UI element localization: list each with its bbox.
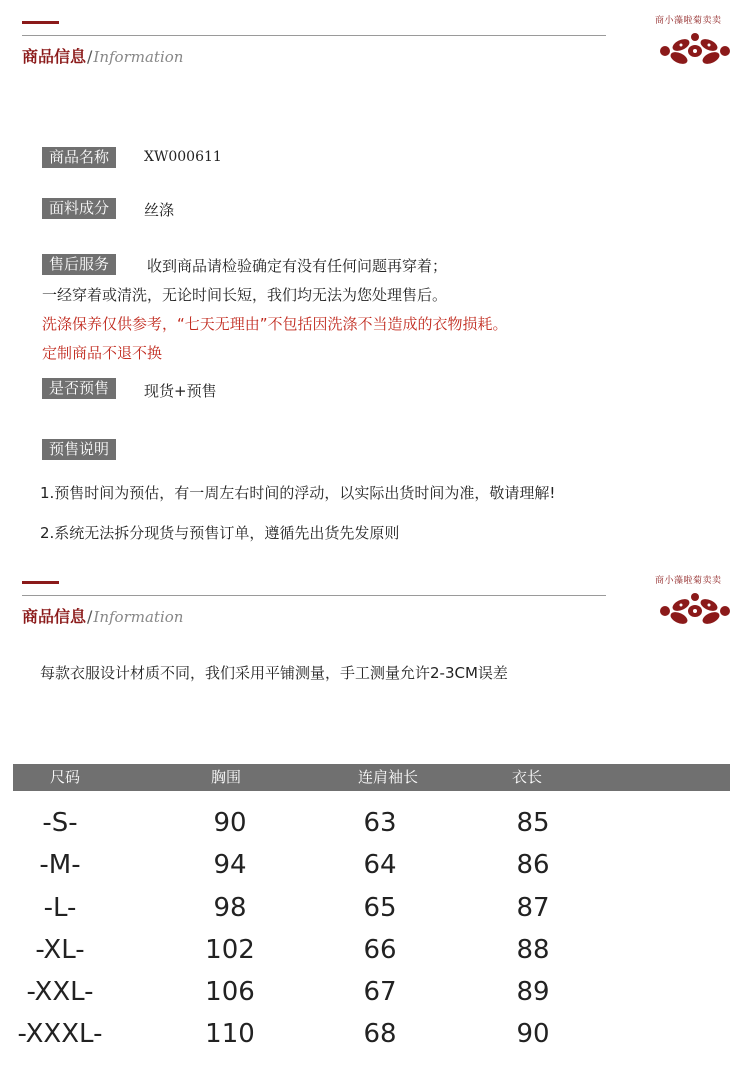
table-cell-chest: 110 xyxy=(205,1019,255,1049)
column-header-length: 衣长 xyxy=(512,768,543,786)
section-divider xyxy=(22,595,606,596)
after-sale-line-2: 一经穿着或清洗，无论时间长短，我们均无法为您处理售后。 xyxy=(42,286,448,304)
table-cell-length: 85 xyxy=(516,808,550,838)
measurement-note: 每款衣服设计材质不同，我们采用平铺测量，手工测量允许2-3CM误差 xyxy=(40,664,508,682)
section-title-slash: / xyxy=(87,607,93,626)
section-title xyxy=(22,44,183,67)
table-cell-length: 90 xyxy=(516,1019,550,1049)
field-value-product-name: XW000611 xyxy=(144,149,222,165)
section-title-cn: 商品信息 xyxy=(22,607,87,626)
table-cell-chest: 102 xyxy=(205,935,255,965)
brand-logo-text: 商小藻啦菊卖卖 xyxy=(655,16,722,26)
table-cell-size: -M- xyxy=(39,850,81,880)
brand-logo xyxy=(655,13,735,73)
table-cell-length: 86 xyxy=(516,850,550,880)
presale-note-1: 1.预售时间为预估，有一周左右时间的浮动，以实际出货时间为准，敬请理解! xyxy=(40,484,556,502)
presale-note-label: 预售说明 xyxy=(42,439,116,460)
table-row xyxy=(0,977,750,1019)
table-cell-chest: 90 xyxy=(213,808,247,838)
after-sale-warning: 洗涤保养仅供参考，“七天无理由”不包括因洗涤不当造成的衣物损耗。 xyxy=(42,315,508,333)
presale-note-2: 2.系统无法拆分现货与预售订单，遵循先出货先发原则 xyxy=(40,524,400,542)
table-cell-length: 88 xyxy=(516,935,550,965)
table-cell-size: -S- xyxy=(42,808,78,838)
table-cell-sleeve: 64 xyxy=(363,850,397,880)
column-header-sleeve-length: 连肩袖长 xyxy=(358,768,419,786)
column-header-size: 尺码 xyxy=(50,768,81,786)
table-cell-chest: 106 xyxy=(205,977,255,1007)
custom-no-return-note: 定制商品不退不换 xyxy=(42,344,163,362)
table-row xyxy=(0,935,750,977)
table-cell-length: 87 xyxy=(516,893,550,923)
brand-logo xyxy=(655,573,735,633)
table-cell-sleeve: 63 xyxy=(363,808,397,838)
table-cell-sleeve: 65 xyxy=(363,893,397,923)
field-label-product-name: 商品名称 xyxy=(42,147,116,168)
size-table-header xyxy=(13,764,730,791)
section-divider xyxy=(22,35,606,36)
brand-logo-text: 商小藻啦菊卖卖 xyxy=(655,576,722,586)
field-label-fabric: 面料成分 xyxy=(42,198,116,219)
section-title-cn: 商品信息 xyxy=(22,47,87,66)
table-cell-size: -L- xyxy=(43,893,77,923)
field-value-presale: 现货+预售 xyxy=(144,382,217,400)
field-value-after-sale: 收到商品请检验确定有没有任何问题再穿着； xyxy=(147,257,448,275)
table-cell-size: -XXL- xyxy=(26,977,94,1007)
section-title-en: Information xyxy=(93,608,184,626)
field-label-presale: 是否预售 xyxy=(42,378,116,399)
table-row xyxy=(0,808,750,850)
section-accent-bar xyxy=(22,21,59,24)
table-cell-length: 89 xyxy=(516,977,550,1007)
table-cell-size: -XXXL- xyxy=(17,1019,103,1049)
table-row xyxy=(0,893,750,935)
section-title-en: Information xyxy=(93,48,184,66)
table-cell-chest: 94 xyxy=(213,850,247,880)
section-title-slash: / xyxy=(87,47,93,66)
table-cell-sleeve: 67 xyxy=(363,977,397,1007)
table-cell-size: -XL- xyxy=(35,935,85,965)
table-cell-sleeve: 66 xyxy=(363,935,397,965)
table-row xyxy=(0,850,750,892)
table-cell-sleeve: 68 xyxy=(363,1019,397,1049)
section-accent-bar xyxy=(22,581,59,584)
column-header-chest: 胸围 xyxy=(211,768,242,786)
table-row xyxy=(0,1019,750,1061)
section-title xyxy=(22,604,183,627)
table-cell-chest: 98 xyxy=(213,893,247,923)
field-value-fabric: 丝涤 xyxy=(144,201,175,219)
field-label-after-sale: 售后服务 xyxy=(42,254,116,275)
